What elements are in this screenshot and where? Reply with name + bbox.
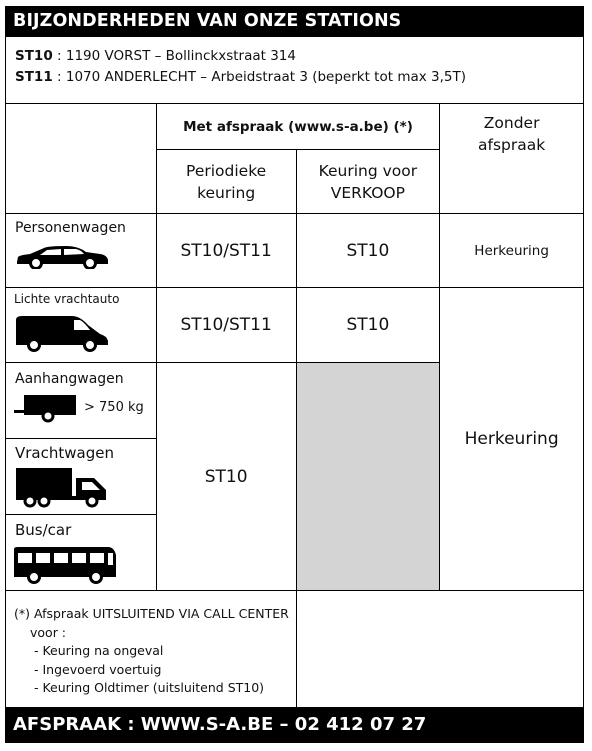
trailer-weight: > 750 kg xyxy=(84,399,144,415)
page-title: BIJZONDERHEDEN VAN ONZE STATIONS xyxy=(5,6,584,37)
row-label-personenwagen xyxy=(6,214,157,288)
cell-heavy-periodic: ST10 xyxy=(156,363,296,591)
vehicle-label: Vrachtwagen xyxy=(15,444,114,462)
column-header-sale: Keuring voor VERKOOP xyxy=(296,150,440,214)
row-label-aanhangwagen xyxy=(6,363,157,439)
footnote xyxy=(6,591,297,708)
row-label-vrachtwagen xyxy=(6,439,157,515)
vehicle-label: Aanhangwagen xyxy=(15,371,124,387)
truck-icon xyxy=(14,466,108,508)
row-label-bus xyxy=(6,515,157,591)
car-icon xyxy=(14,245,110,269)
table-corner xyxy=(6,104,157,214)
vehicle-label: Lichte vrachtauto xyxy=(14,292,120,306)
cell-personenwagen-no-appointment: Herkeuring xyxy=(440,214,584,288)
stations-sheet xyxy=(5,6,584,743)
cell-herkeuring-merged: Herkeuring xyxy=(440,288,584,591)
footnote-empty-cell xyxy=(296,591,584,708)
footnote-item: - Keuring na ongeval xyxy=(34,643,164,658)
footnote-item: - Keuring Oldtimer (uitsluitend ST10) xyxy=(34,680,265,695)
inspection-table xyxy=(5,103,584,708)
cell-sale-not-available xyxy=(296,363,440,591)
cell-lichte-vrachtauto-periodic: ST10/ST11 xyxy=(156,288,296,363)
cell-personenwagen-sale: ST10 xyxy=(296,214,440,288)
cell-lichte-vrachtauto-sale: ST10 xyxy=(296,288,440,363)
column-header-no-appointment: Zonder afspraak xyxy=(440,104,584,214)
column-header-periodic: Periodieke keuring xyxy=(156,150,296,214)
footnote-line: (*) Afspraak UITSLUITEND VIA CALL CENTER xyxy=(14,606,289,621)
row-label-lichte-vrachtauto xyxy=(6,288,157,363)
station-code: ST10 xyxy=(15,48,53,64)
station-st10 xyxy=(15,46,583,67)
station-st11 xyxy=(15,67,583,88)
station-address: : 1070 ANDERLECHT – Arbeidstraat 3 (beperkt tot max 3,5T) xyxy=(52,69,467,85)
trailer-group xyxy=(14,391,156,423)
station-list xyxy=(5,37,584,104)
trailer-icon xyxy=(14,391,78,423)
bus-icon xyxy=(12,545,118,585)
station-code: ST11 xyxy=(15,69,53,85)
footer-appointment: AFSPRAAK : WWW.S-A.BE – 02 412 07 27 xyxy=(5,707,584,743)
vehicle-label: Bus/car xyxy=(15,521,72,539)
group-header-appointment: Met afspraak (www.s-a.be) (*) xyxy=(156,104,439,150)
footnote-line: voor : xyxy=(30,624,67,640)
cell-personenwagen-periodic: ST10/ST11 xyxy=(156,214,296,288)
station-address: : 1190 VORST – Bollinckxstraat 314 xyxy=(52,48,296,64)
footnote-item: - Ingevoerd voertuig xyxy=(34,661,162,677)
vehicle-label: Personenwagen xyxy=(15,220,126,236)
van-icon xyxy=(14,314,110,352)
